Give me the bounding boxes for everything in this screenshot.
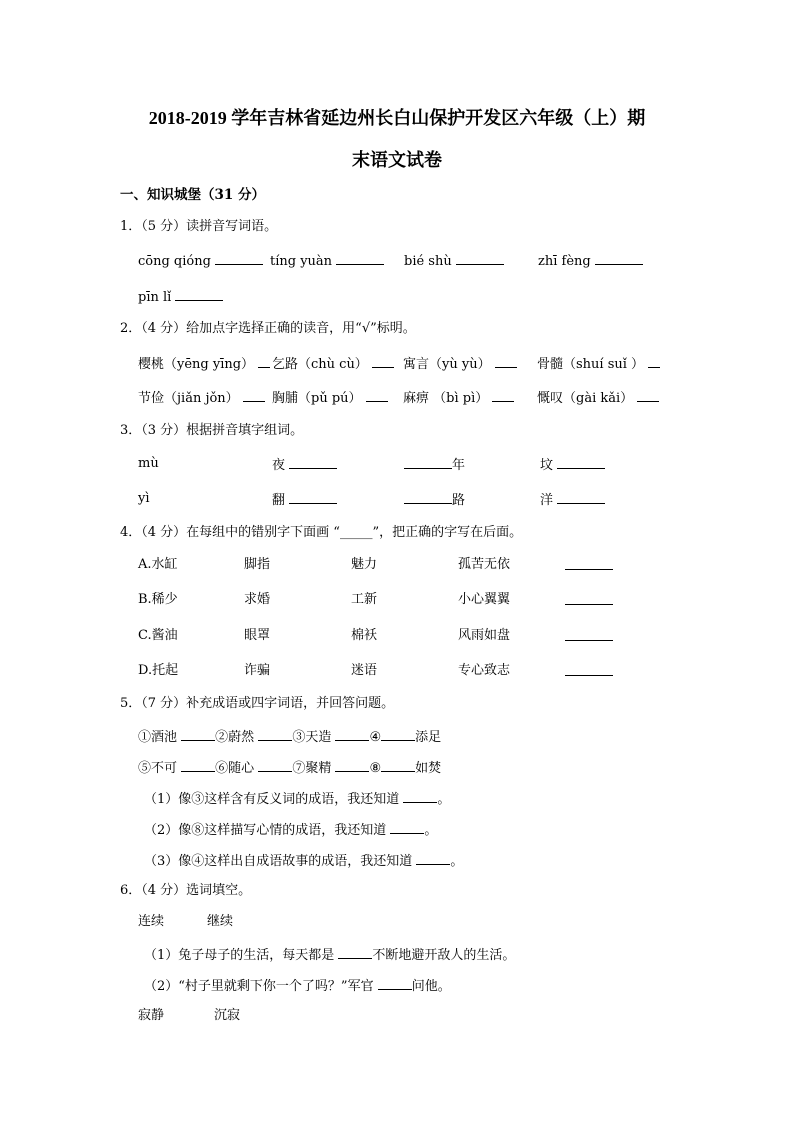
typo-word: 求婚 xyxy=(244,592,271,607)
answer-blank[interactable] xyxy=(557,491,605,504)
word-char: 洋 xyxy=(540,493,554,508)
answer-blank[interactable] xyxy=(565,592,613,605)
pinyin-text: pīn lǐ xyxy=(138,290,172,305)
answer-blank[interactable] xyxy=(565,663,613,676)
word-char: 路 xyxy=(452,493,466,508)
typo-word: A.水缸 xyxy=(138,557,178,572)
exam-title-line2: 末语文试卷 xyxy=(352,150,442,170)
answer-blank[interactable] xyxy=(637,389,659,402)
word-item xyxy=(272,491,337,509)
answer-blank[interactable] xyxy=(215,252,263,265)
idiom-row-1 xyxy=(138,728,441,746)
answer-blank[interactable] xyxy=(416,852,450,865)
word-item xyxy=(404,491,465,509)
pinyin-text: cōng qióng xyxy=(138,254,211,269)
typo-word: 脚指 xyxy=(244,557,271,572)
answer-blank[interactable] xyxy=(648,355,660,368)
sub-question-text: （3）像④这样出自成语故事的成语，我还知道 xyxy=(144,854,413,869)
punctuation: 。 xyxy=(437,792,451,807)
answer-blank[interactable] xyxy=(565,628,613,641)
answer-blank[interactable] xyxy=(372,355,394,368)
typo-word: 小心翼翼 xyxy=(458,592,511,607)
pinyin-text: zhī fèng xyxy=(538,254,591,269)
answer-blank[interactable] xyxy=(390,821,424,834)
answer-line[interactable] xyxy=(565,663,613,681)
answer-blank[interactable] xyxy=(381,759,415,772)
answer-blank[interactable] xyxy=(381,728,415,741)
pinyin-label: yì xyxy=(138,491,150,506)
option-text: 寓言（yù yù） xyxy=(403,357,491,372)
reading-option xyxy=(138,355,270,373)
pinyin-text: tíng yuàn xyxy=(270,254,333,269)
sentence-text: 问他。 xyxy=(411,979,451,994)
answer-blank[interactable] xyxy=(404,456,452,469)
idiom-part: ④ xyxy=(369,730,382,745)
typo-word: D.托起 xyxy=(138,663,179,678)
fill-sentence xyxy=(144,977,451,995)
idiom-part: ⑤不可 xyxy=(138,761,178,776)
idiom-part: ⑧ xyxy=(369,761,382,776)
answer-blank[interactable] xyxy=(336,252,384,265)
typo-word: 风雨如盘 xyxy=(458,628,511,643)
sentence-text: （2）“村子里就剩下你一个了吗？”军官 xyxy=(144,979,374,994)
exam-title-line1: 2018-2019 学年吉林省延边州长白山保护开发区六年级（上）期 xyxy=(148,108,646,128)
typo-word: 专心致志 xyxy=(458,663,511,678)
word-choice: 继续 xyxy=(207,914,234,929)
answer-line[interactable] xyxy=(565,557,613,575)
word-char: 翻 xyxy=(272,493,286,508)
fill-sentence xyxy=(144,946,515,964)
word-choice: 沉寂 xyxy=(214,1008,241,1023)
answer-blank[interactable] xyxy=(175,288,223,301)
idiom-part: 如焚 xyxy=(415,761,442,776)
word-choice: 连续 xyxy=(138,914,165,929)
sentence-text: 不断地避开敌人的生活。 xyxy=(372,948,516,963)
option-text: 乞路（chù cù） xyxy=(272,357,368,372)
idiom-part: ⑥随心 xyxy=(215,761,255,776)
reading-option xyxy=(537,355,660,373)
pinyin-text: bié shù xyxy=(404,254,452,269)
answer-blank[interactable] xyxy=(557,456,605,469)
word-item xyxy=(404,456,465,474)
answer-blank[interactable] xyxy=(258,759,292,772)
typo-word: 诈骗 xyxy=(244,663,271,678)
word-choice: 寂静 xyxy=(138,1008,165,1023)
idiom-part: ③天造 xyxy=(292,730,332,745)
punctuation: 。 xyxy=(450,854,464,869)
typo-word: 孤苦无依 xyxy=(458,557,511,572)
reading-option xyxy=(403,389,514,407)
answer-blank[interactable] xyxy=(243,389,265,402)
answer-blank[interactable] xyxy=(404,491,452,504)
question-1-stem: 1．（5 分）读拼音写词语。 xyxy=(120,219,278,234)
answer-blank[interactable] xyxy=(335,759,369,772)
reading-option xyxy=(138,389,265,407)
sub-question-text: （2）像⑧这样描写心情的成语，我还知道 xyxy=(144,823,387,838)
answer-blank[interactable] xyxy=(181,759,215,772)
word-char: 夜 xyxy=(272,458,286,473)
answer-blank[interactable] xyxy=(289,456,337,469)
option-text: 慨叹（gài kǎi） xyxy=(537,391,634,406)
answer-blank[interactable] xyxy=(338,946,372,959)
pinyin-item xyxy=(270,252,384,270)
pinyin-item xyxy=(138,252,263,270)
word-item xyxy=(272,456,337,474)
typo-word: B.稀少 xyxy=(138,592,178,607)
option-text: 骨髓（shuí suǐ ） xyxy=(537,357,645,372)
answer-blank[interactable] xyxy=(492,389,514,402)
reading-option xyxy=(272,355,394,373)
section-heading: 一、知识城堡（31 分） xyxy=(120,187,265,203)
answer-blank[interactable] xyxy=(378,977,412,990)
typo-word: 迷语 xyxy=(351,663,378,678)
answer-blank[interactable] xyxy=(258,355,270,368)
answer-blank[interactable] xyxy=(366,389,388,402)
sub-question-text: （1）像③这样含有反义词的成语，我还知道 xyxy=(144,792,400,807)
question-3-stem: 3．（3 分）根据拼音填字组词。 xyxy=(120,423,304,438)
word-char: 坟 xyxy=(540,458,554,473)
pinyin-item xyxy=(404,252,504,270)
idiom-part: ⑦聚精 xyxy=(292,761,332,776)
reading-option xyxy=(272,389,388,407)
word-char: 年 xyxy=(452,458,466,473)
option-text: 胸脯（pǔ pú） xyxy=(272,391,362,406)
typo-word: C.酱油 xyxy=(138,628,178,643)
answer-blank[interactable] xyxy=(258,728,292,741)
answer-blank[interactable] xyxy=(565,557,613,570)
punctuation: 。 xyxy=(424,823,438,838)
question-4-stem: 4．（4 分）在每组中的错别字下面画 “_____”，把正确的字写在后面。 xyxy=(120,525,523,540)
answer-blank[interactable] xyxy=(403,790,437,803)
answer-line[interactable] xyxy=(565,628,613,646)
typo-word: 眼罩 xyxy=(244,628,271,643)
sub-question xyxy=(144,852,463,870)
question-2-stem: 2．（4 分）给加点字选择正确的读音，用“√”标明。 xyxy=(120,321,416,336)
answer-blank[interactable] xyxy=(289,491,337,504)
typo-word: 魅力 xyxy=(351,557,378,572)
reading-option xyxy=(403,355,517,373)
word-item xyxy=(540,491,605,509)
idiom-part: 添足 xyxy=(415,730,442,745)
idiom-part: ①酒池 xyxy=(138,730,178,745)
option-text: 麻痹 （bì pì） xyxy=(403,391,489,406)
answer-blank[interactable] xyxy=(495,355,517,368)
answer-blank[interactable] xyxy=(456,252,504,265)
question-6-stem: 6．（4 分）选词填空。 xyxy=(120,883,252,898)
idiom-part: ②蔚然 xyxy=(215,730,255,745)
answer-line[interactable] xyxy=(565,592,613,610)
answer-blank[interactable] xyxy=(335,728,369,741)
sub-question xyxy=(144,790,450,808)
pinyin-label: mù xyxy=(138,456,159,471)
option-text: 节俭（jiǎn jǒn） xyxy=(138,391,239,406)
idiom-row-2 xyxy=(138,759,441,777)
reading-option xyxy=(537,389,659,407)
sub-question xyxy=(144,821,437,839)
question-5-stem: 5．（7 分）补充成语或四字词语，并回答问题。 xyxy=(120,696,395,711)
sentence-text: （1）兔子母子的生活，每天都是 xyxy=(144,948,335,963)
typo-word: 棉袄 xyxy=(351,628,378,643)
pinyin-item xyxy=(138,288,223,306)
typo-word: 工新 xyxy=(351,592,378,607)
answer-blank[interactable] xyxy=(181,728,215,741)
option-text: 樱桃（yēng yīng） xyxy=(138,357,255,372)
word-item xyxy=(540,456,605,474)
pinyin-item xyxy=(538,252,643,270)
answer-blank[interactable] xyxy=(595,252,643,265)
